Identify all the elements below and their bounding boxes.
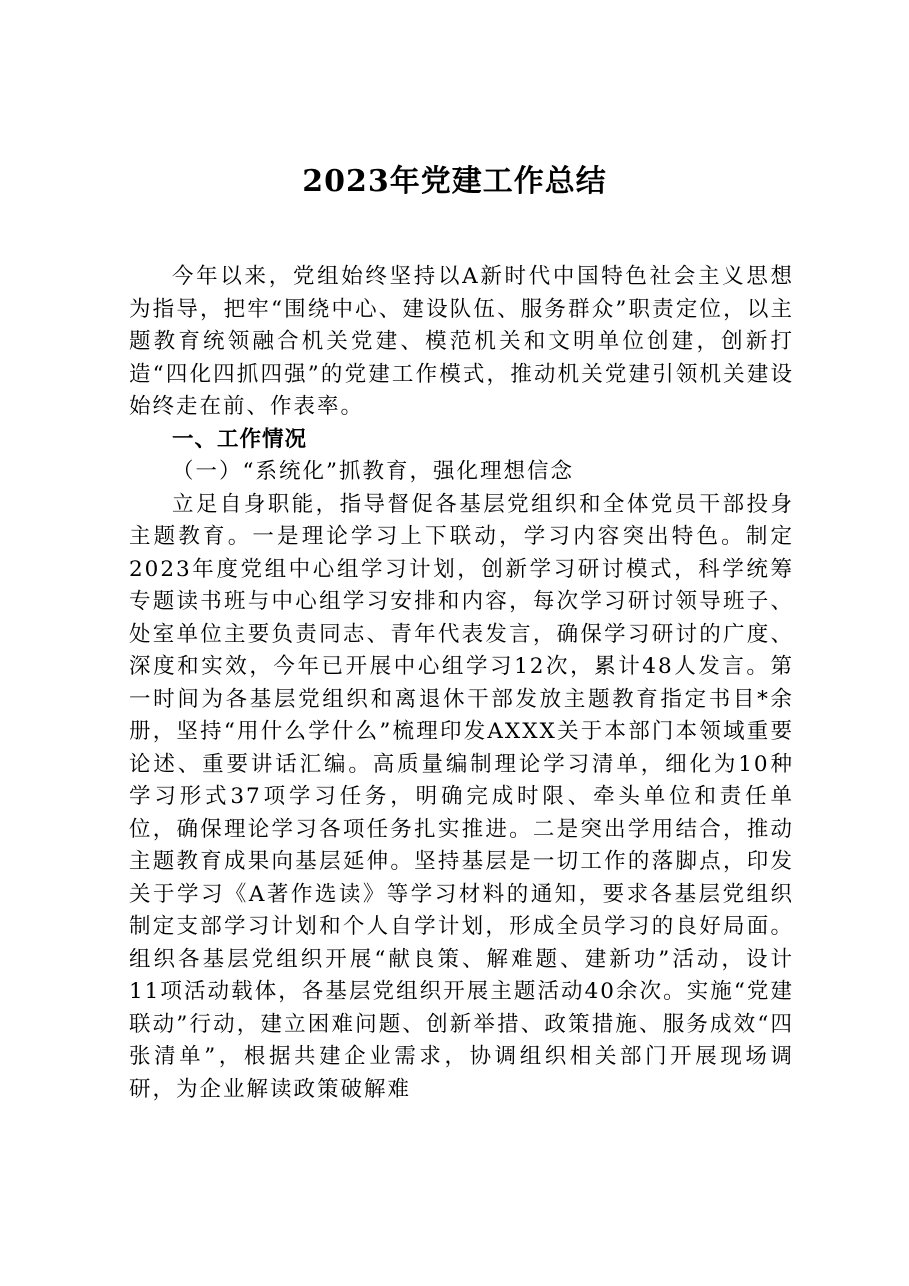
- subsection-body-paragraph: 立足自身职能，指导督促各基层党组织和全体党员干部投身主题教育。一是理论学习上下联动，学习内容突出特色。制定2023年度党组中心组学习计划，创新学习研讨模式，科学统筹专题读书班与中心组学习安排和内容，每次学习研讨领导班子、处室单位主要负责同志、青年代表发言，确保学习研讨的广度、深度和实效，今年已开展中心组学习12次，累计48人发言。第一时间为各基层党组织和离退休干部发放主题教育指定书目*余册，坚持“用什么学什么”梳理印发AXXX关于本部门本领域重要论述、重要讲话汇编。高质量编制理论学习清单，细化为10种学习形式37项学习任务，明确完成时限、牵头单位和责任单位，确保理论学习各项任务扎实推进。二是突出学用结合，推动主题教育成果向基层延伸。坚持基层是一切工作的落脚点，印发关于学习《A著作选读》等学习材料的通知，要求各基层党组织制定支部学习计划和个人自学计划，形成全员学习的良好局面。组织各基层党组织开展“献良策、解难题、建新功”活动，设计11项活动载体，各基层党组织开展主题活动40余次。实施“党建联动”行动，建立困难问题、创新举措、政策措施、服务成效“四张清单”，根据共建企业需求，协调组织相关部门开展现场调研，为企业解读政策破解难: [129, 491, 794, 1102]
- subsection-heading-education: （一）“系统化”抓教育，强化理想信念: [172, 459, 574, 484]
- document-title: 2023年党建工作总结: [302, 164, 607, 199]
- intro-paragraph: 今年以来，党组始终坚持以A新时代中国特色社会主义思想为指导，把牢“围绕中心、建设队伍、服务群众”职责定位，以主题教育统领融合机关党建、模范机关和文明单位创建，创新打造“四化四抓四强”的党建工作模式，推动机关党建引领机关建设始终走在前、作表率。: [129, 264, 794, 419]
- document-body: [129, 261, 794, 1106]
- section-heading-work-status: 一、工作情况: [172, 426, 308, 452]
